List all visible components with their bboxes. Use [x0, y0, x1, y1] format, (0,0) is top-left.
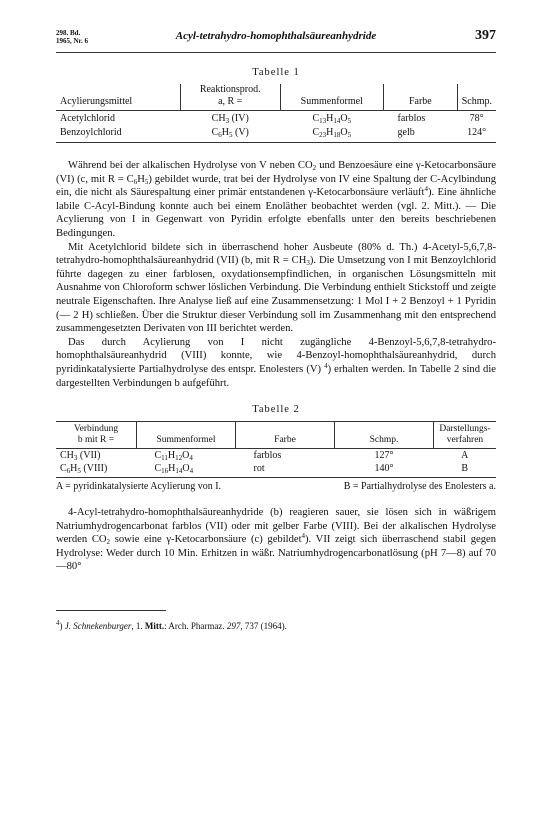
col-reaktionsprod — [180, 84, 280, 111]
cell-formula: $C_{13}H_{14}O_5$ — [312, 113, 352, 125]
footnote: $^4$) J. Schnekenburger, 1. Mitt.: Arch. Pharmaz. 297, 737 (1964). — [56, 619, 287, 632]
table-row — [56, 462, 496, 478]
legend-b: B = Partialhydrolyse des Enolesters a. — [343, 481, 496, 493]
cell: 78° — [469, 113, 484, 124]
col-verbindung-line1: Verbindung — [73, 424, 119, 435]
paragraph-1: Während bei der alkalischen Hydrolyse von V neben $CO_2$ und Benzoesäure eine γ-Ketocarbonsäure (VI) (c, mit $R = C_6H_5$) gebildet wurde, trat bei der Hydrolyse von IV eine Spaltung der C-Acylbindung ein, die nicht als Säurespaltung einer primär entstandenen γ-Ketocarbonsäure verläuft$^4$). Eine ähnliche labile C-Acyl-Bindung konnte auch bei einem Enoläther beobachtet werden (vgl. 2. Mitt.). — Die Acylierung von I in Gegenwart von Pyridin erfolgte ebenfalls unter den bereits beschriebenen Bedingungen. — [56, 160, 496, 239]
col-summenformel: Summenformel — [280, 84, 383, 111]
col-farbe: Farbe — [384, 84, 458, 111]
cell: B — [434, 462, 497, 478]
running-header — [56, 28, 496, 53]
cell-formula: $C_{23}H_{18}O_5$ — [280, 125, 383, 143]
cell: rot — [236, 462, 335, 478]
cell-formula-r: $CH_3$ (VII) — [60, 450, 101, 463]
col-verbindung — [56, 422, 137, 449]
col-darstellung-line2: verfahren — [446, 435, 484, 446]
col-schmp: Schmp. — [457, 84, 496, 111]
cell-formula-r: $C_6H_5$ (VIII) — [56, 462, 137, 478]
paragraph-4: 4-Acyl-tetrahydro-homophthalsäureanhydride (b) reagieren sauer, sie lösen sich in wäßrigem Natriumhydrogencarbonat farblos (VII) oder mit gelber Farbe (VIII). Bei der alkalischen Hydrolyse werden $CO_2$ sowie eine γ-Ketocarbonsäure (c) gebildet$^4$). VII zeigt sich überraschend stabil gegen Hydrolyse: Weder durch 10 Min. Erhitzen in wäßr. Natriumhydrogencarbonatlösung (pH 7—8) auf 70—80° — [56, 507, 496, 573]
table2 — [56, 421, 496, 478]
cell-formula-r: $C_6H_5$ (V) — [180, 125, 280, 143]
volume: 298. Bd. — [56, 29, 81, 37]
cell-formula: $C_{11}H_{12}O_4$ — [154, 450, 193, 463]
col-reaktionsprod-line2: a, R = — [218, 96, 243, 107]
table2-legend — [56, 481, 496, 492]
table1 — [56, 84, 496, 143]
cell: 140° — [335, 462, 434, 478]
col-farbe: Farbe — [236, 422, 335, 449]
issue: 1965, Nr. 6 — [56, 37, 89, 45]
table2-caption: Tabelle 2 — [252, 404, 300, 416]
cell: 124° — [457, 125, 496, 143]
cell: Benzoylchlorid — [56, 125, 180, 143]
cell: 127° — [374, 450, 394, 462]
cell: farblos — [253, 450, 282, 462]
col-reaktionsprod-line1: Reaktionsprod. — [199, 84, 261, 95]
cell: farblos — [397, 113, 426, 124]
col-darstellung-line1: Darstellungs- — [439, 424, 491, 435]
paragraph-2: Mit Acetylchlorid bildete sich in überraschend hoher Ausbeute (80% d. Th.) 4-Acetyl-5,6,7,8-tetrahydro-homophthalsäureanhydrid (VII) (b, mit $R = CH_3$). Die Umsetzung von I mit Benzoylchlorid führte dagegen zu einer farblosen, oxydationsempfindlichen, in organischen Lösungsmitteln mit Ausnahme von Chloroform schwer löslichen Verbindung. Die Verbindung enthielt Stickstoff und zeigte neutrale Eigenschaften. Ihre Analyse ließ auf eine Zusammensetzung: 1 Mol I + 2 Benzoyl + 1 Pyridin (— 2 H) schließen. Über die Struktur dieser Verbindung soll im Zusammenhang mit den entsprechend zusammengesetzten Derivaten von III berichtet werden. — [56, 241, 496, 335]
cell: A — [461, 450, 469, 462]
table1-caption: Tabelle 1 — [252, 67, 300, 78]
col-schmp: Schmp. — [335, 422, 434, 449]
col-darstellungsverfahren — [434, 422, 497, 449]
table-row — [56, 449, 496, 463]
table-row — [56, 125, 496, 143]
legend-a: A = pyridinkatalysierte Acylierung von I. — [56, 481, 222, 493]
col-acylierungsmittel: Acylierungsmittel — [56, 84, 180, 111]
table-row — [56, 111, 496, 126]
page — [56, 28, 496, 632]
cell-formula-r: $CH_3$ (IV) — [211, 113, 249, 125]
col-summenformel: Summenformel — [137, 422, 236, 449]
col-verbindung-line2: b mit R = — [77, 435, 115, 446]
footnote-rule — [56, 610, 166, 611]
paragraph-3: Das durch Acylierung von I nicht zugängliche 4-Benzoyl-5,6,7,8-tetrahydro-homophthalsäureanhydrid (VIII) konnte, wie 4-Benzoyl-homophthalsäureanhydrid, durch pyridinkatalysierte Partialhydrolyse des entspr. Enolesters (V) $^4$) erhalten werden. In Tabelle 2 sind die dargestellten Verbindungen b aufgeführt. — [56, 336, 496, 389]
page-number: 397 — [475, 28, 496, 43]
running-title: Acyl-tetrahydro-homophthalsäureanhydride — [175, 30, 377, 42]
cell: Acetylchlorid — [60, 113, 115, 124]
cell: gelb — [384, 125, 458, 143]
cell-formula: $C_{16}H_{14}O_4$ — [137, 462, 236, 478]
